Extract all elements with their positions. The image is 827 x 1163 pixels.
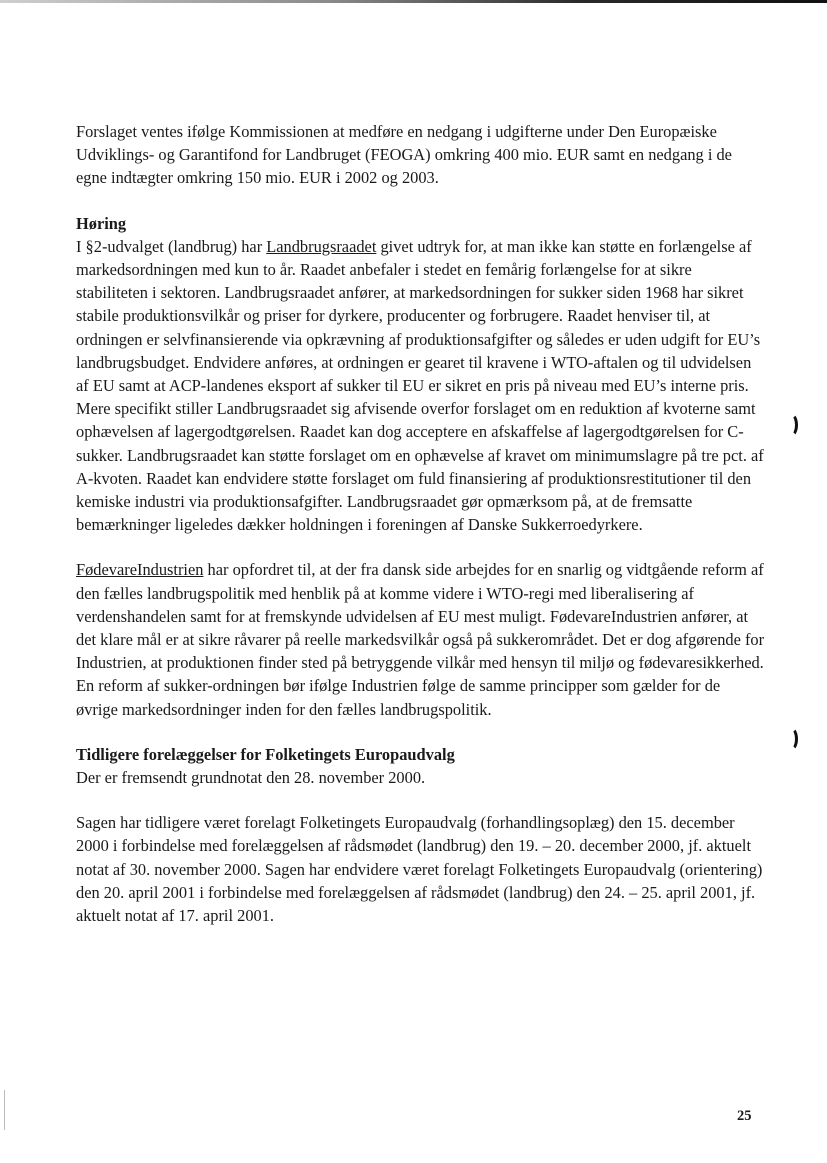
binder-hole-mark-icon xyxy=(784,727,798,751)
binder-hole-mark-icon xyxy=(784,413,798,437)
top-scan-rule xyxy=(0,0,827,3)
scan-edge-mark xyxy=(4,1090,5,1130)
hoering-p1-before: I §2-udvalget (landbrug) har xyxy=(76,236,267,256)
intro-paragraph: Forslaget ventes ifølge Kommissionen at medføre en nedgang i udgifterne under Den Europæiske Udviklings- og Garantifond for Landbruget (FEOGA) omkring 400 mio. EUR samt en nedgang i de egne indtægter omkring 150 mio. EUR i 2002 og 2003. xyxy=(76,122,732,188)
section-heading-tidligere: Tidligere forelæggelser for Folketingets Europaudvalg xyxy=(76,744,455,764)
landbrugsraadet-link[interactable]: Landbrugsraadet xyxy=(266,236,377,256)
document-body xyxy=(76,120,766,949)
section-hoering xyxy=(76,212,766,721)
hoering-paragraph-1 xyxy=(76,235,766,537)
section-tidligere xyxy=(76,743,766,927)
hoering-p2-after: har opfordret til, at der fra dansk side arbejdes for en snarlig og vidtgående reform af den fælles landbrugspolitik med henblik på at komme videre i WTO-regi med liberalisering af verdenshandelen samt for at fremskynde udvidelsen af EU mest muligt. FødevareIndustrien anfører, at det klare mål er at sikre råvarer på reelle markedsvilkår også på sukkerområdet. Det er dog afgørende for Industrien, at produktionen finder sted på betryggende vilkår med hensyn til miljø og fødevaresikkerhed. En reform af sukker-ordningen bør ifølge Industrien følge de samme principper som gælder for de øvrige markedsordninger inden for den fælles landbrugspolitik. xyxy=(76,560,765,719)
hoering-p1-after: givet udtryk for, at man ikke kan støtte en forlængelse af markedsordningen med kun to år. Raadet anbefaler i stedet en femårig forlængelse for at sikre stabiliteten i sektoren. Landbrugsraadet anfører, at markedsordningen for sukker siden 1968 har sikret stabile produktionsvilkår og priser for dyrkere, producenter og forbrugere. Raadet henviser til, at ordningen er selvfinansierende via opkrævning af produktionsafgifter og således er uden udgift for EU’s landbrugsbudget. Endvidere anføres, at ordningen er gearet til kravene i WTO-aftalen og til udvidelsen af EU samt at ACP-landenes eksport af sukker til EU er sikret en pris på niveau med EU’s interne pris. Mere specifikt stiller Landbrugsraadet sig afvisende overfor forslaget om en reduktion af kvoterne samt ophævelsen af lagergodtgørelsen. Raadet kan dog acceptere en afskaffelse af lagergodtgørelsen for C-sukker. Landbrugsraadet kan støtte forslaget om en ophævelse af kravet om minimumslagre på tre pct. af A-kvoten. Raadet kan endvidere støtte forslaget om fuld finansiering af produktionsrestitutioner til den kemiske industri via produktionsafgifter. Landbrugsraadet gør opmærksom på, at de fremsatte bemærkninger ligeledes dækker holdningen i foreningen af Danske Sukkerroedyrkere. xyxy=(76,236,764,535)
foedevareindustrien-link[interactable]: FødevareIndustrien xyxy=(76,560,204,580)
section-heading-hoering: Høring xyxy=(76,213,127,233)
page-number: 25 xyxy=(737,1108,752,1124)
tidligere-paragraph-2: Sagen har tidligere været forelagt Folketingets Europaudvalg (forhandlingsoplæg) den 15. december 2000 i forbindelse med forelæggelsen af rådsmødet (landbrug) den 19. – 20. december 2000, jf. aktuelt notat af 30. november 2000. Sagen har endvidere været forelagt Folketingets Europaudvalg (orientering) den 20. april 2001 i forbindelse med forelæggelsen af rådsmødet (landbrug) den 24. – 25. april 2001, jf. aktuelt notat af 17. april 2001. xyxy=(76,813,763,926)
tidligere-paragraph-1: Der er fremsendt grundnotat den 28. november 2000. xyxy=(76,768,426,788)
hoering-paragraph-2 xyxy=(76,558,766,720)
